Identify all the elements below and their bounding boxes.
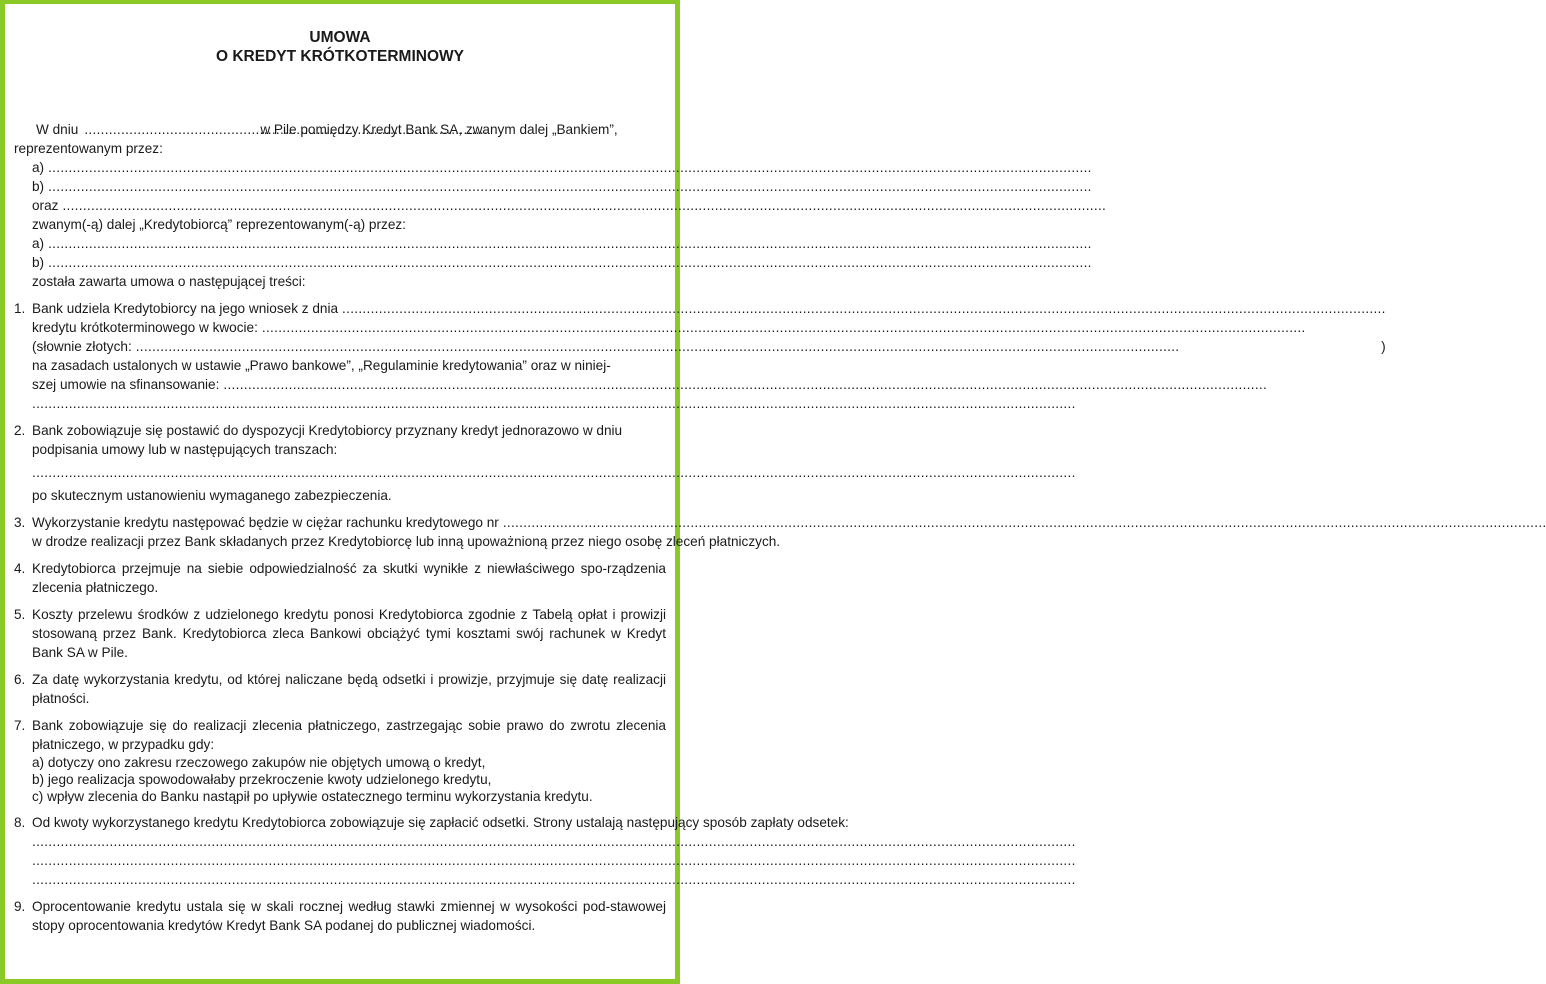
section-1 <box>14 299 1386 413</box>
borrower-rep-b-label: b) <box>32 255 45 270</box>
title-line-1: UMOWA <box>309 29 371 46</box>
section-5-text: Koszty przelewu środków z udzielonego kredytu ponosi Kredytobiorca zgodnie z Tabelą opłat i prowizji stosowaną przez Bank. Kredytobiorca zleca Bankowi obciążyć tymi kosztami swój rachunek w Kredyt Bank SA w Pile. <box>32 607 666 660</box>
interest-payment-field-1[interactable] <box>32 832 1076 851</box>
section-4-text: Kredytobiorca przejmuje na siebie odpowiedzialność za skutki wynikłe z niewłaściwego spo-rządzenia zlecenia płatniczego. <box>32 561 666 595</box>
section-5-number: 5. <box>14 607 26 622</box>
section-7-number: 7. <box>14 718 26 733</box>
intro-reprezentowanym: reprezentowanym przez: <box>14 141 163 156</box>
bank-rep-b-field[interactable] <box>48 177 1092 196</box>
oraz-label: oraz <box>32 198 59 213</box>
amount-in-words-field[interactable] <box>136 337 1381 356</box>
intro-w-dniu: W dniu <box>36 122 79 137</box>
borrower-name-field[interactable] <box>62 196 1106 215</box>
section-3-text: w drodze realizacji przez Bank składanych przez Kredytobiorcę lub inną upoważnioną przez niego osobę zleceń płatniczych. <box>32 534 781 549</box>
section-3-number: 3. <box>14 515 26 530</box>
account-number-field[interactable] <box>503 513 1546 532</box>
section-5 <box>14 605 666 662</box>
section-1-line-2: kredytu krótkoterminowego w kwocie: <box>32 320 258 335</box>
section-9-number: 9. <box>14 899 26 914</box>
application-date-field[interactable] <box>342 299 1386 318</box>
interest-payment-field-3[interactable] <box>32 870 1076 889</box>
intro-zwanym: zwanym(-ą) dalej „Kredytobiorcą” reprezentowanym(-ą) przez: <box>32 217 406 232</box>
section-1-line-4: na zasadach ustalonych w ustawie „Prawo bankowe”, „Regulaminie kredytowania” oraz w niniej- <box>32 358 611 373</box>
section-1-number: 1. <box>14 301 26 316</box>
section-1-line-5: szej umowie na sfinansowanie: <box>32 377 220 392</box>
section-6-text: Za datę wykorzystania kredytu, od której naliczane będą odsetki i prowizje, przyjmuje się datę realizacji płatności. <box>32 672 666 706</box>
section-4 <box>14 559 666 597</box>
section-7-item-b: b) jego realizacja spowodowałaby przekroczenie kwoty udzielonego kredytu, <box>32 772 492 787</box>
bank-rep-a-label: a) <box>32 160 45 175</box>
credit-amount-field[interactable] <box>262 318 1386 337</box>
section-3 <box>14 513 781 551</box>
section-1-close-paren: ) <box>1381 339 1386 354</box>
section-2-line-1: Bank zobowiązuje się postawić do dyspozycji Kredytobiorcy przyznany kredyt jednorazowo w dniu <box>32 423 623 438</box>
section-2-line-2: podpisania umowy lub w następujących transzach: <box>32 442 338 457</box>
contract-document <box>14 20 1386 935</box>
intro-block <box>14 120 666 291</box>
section-1-line-1: Bank udziela Kredytobiorcy na jego wniosek z dnia <box>32 301 339 316</box>
section-9 <box>14 897 666 935</box>
section-1-line-3: (słownie złotych: <box>32 339 132 354</box>
borrower-rep-a-field[interactable] <box>48 234 1092 253</box>
intro-zostala: została zawarta umowa o następującej treści: <box>32 274 306 289</box>
financing-purpose-field[interactable] <box>223 375 1385 394</box>
bank-rep-a-field[interactable] <box>48 158 1092 177</box>
section-3-line-1: Wykorzystanie kredytu następować będzie w ciężar rachunku kredytowego nr <box>32 515 499 530</box>
bank-rep-b-label: b) <box>32 179 45 194</box>
section-2 <box>14 421 666 505</box>
section-2-number: 2. <box>14 423 26 438</box>
section-7-item-a: a) dotyczy ono zakresu rzeczowego zakupów nie objętych umową o kredyt, <box>32 755 486 770</box>
borrower-rep-a-label: a) <box>32 236 45 251</box>
section-6-number: 6. <box>14 672 26 687</box>
section-8-text: Od kwoty wykorzystanego kredytu Kredytobiorca zobowiązuje się zapłacić odsetki. Strony ustalają następujący sposób zapłaty odsetek: <box>32 815 849 830</box>
title-line-2: O KREDYT KRÓTKOTERMINOWY <box>216 48 464 65</box>
tranches-field[interactable] <box>32 463 1076 482</box>
section-6 <box>14 670 666 708</box>
section-7-item-c: c) wpływ zlecenia do Banku nastąpił po upływie ostatecznego terminu wykorzystania kredytu. <box>32 789 593 804</box>
section-8 <box>14 813 849 889</box>
document-title <box>14 28 666 66</box>
section-2-line-4: po skutecznym ustanowieniu wymaganego zabezpieczenia. <box>32 488 392 503</box>
borrower-rep-b-field[interactable] <box>48 253 1092 272</box>
date-field[interactable] <box>84 120 254 139</box>
section-7-text: Bank zobowiązuje się do realizacji zlecenia płatniczego, zastrzegając sobie prawo do zwrotu zlecenia płatniczego, w przypadku gdy: <box>32 718 666 752</box>
financing-purpose-field-2[interactable] <box>32 394 1386 413</box>
intro-parties: w Pile pomiędzy Kredyt Bank SA, zwanym dalej „Bankiem”, <box>260 122 618 137</box>
interest-payment-field-2[interactable] <box>32 851 1076 870</box>
section-9-text: Oprocentowanie kredytu ustala się w skali rocznej według stawki zmiennej w wysokości pod-stawowej stopy oprocentowania kredytów Kredyt Bank SA podanej do publicznej wiadomości. <box>32 899 666 933</box>
section-8-number: 8. <box>14 815 26 830</box>
section-4-number: 4. <box>14 561 26 576</box>
section-7 <box>14 716 666 805</box>
